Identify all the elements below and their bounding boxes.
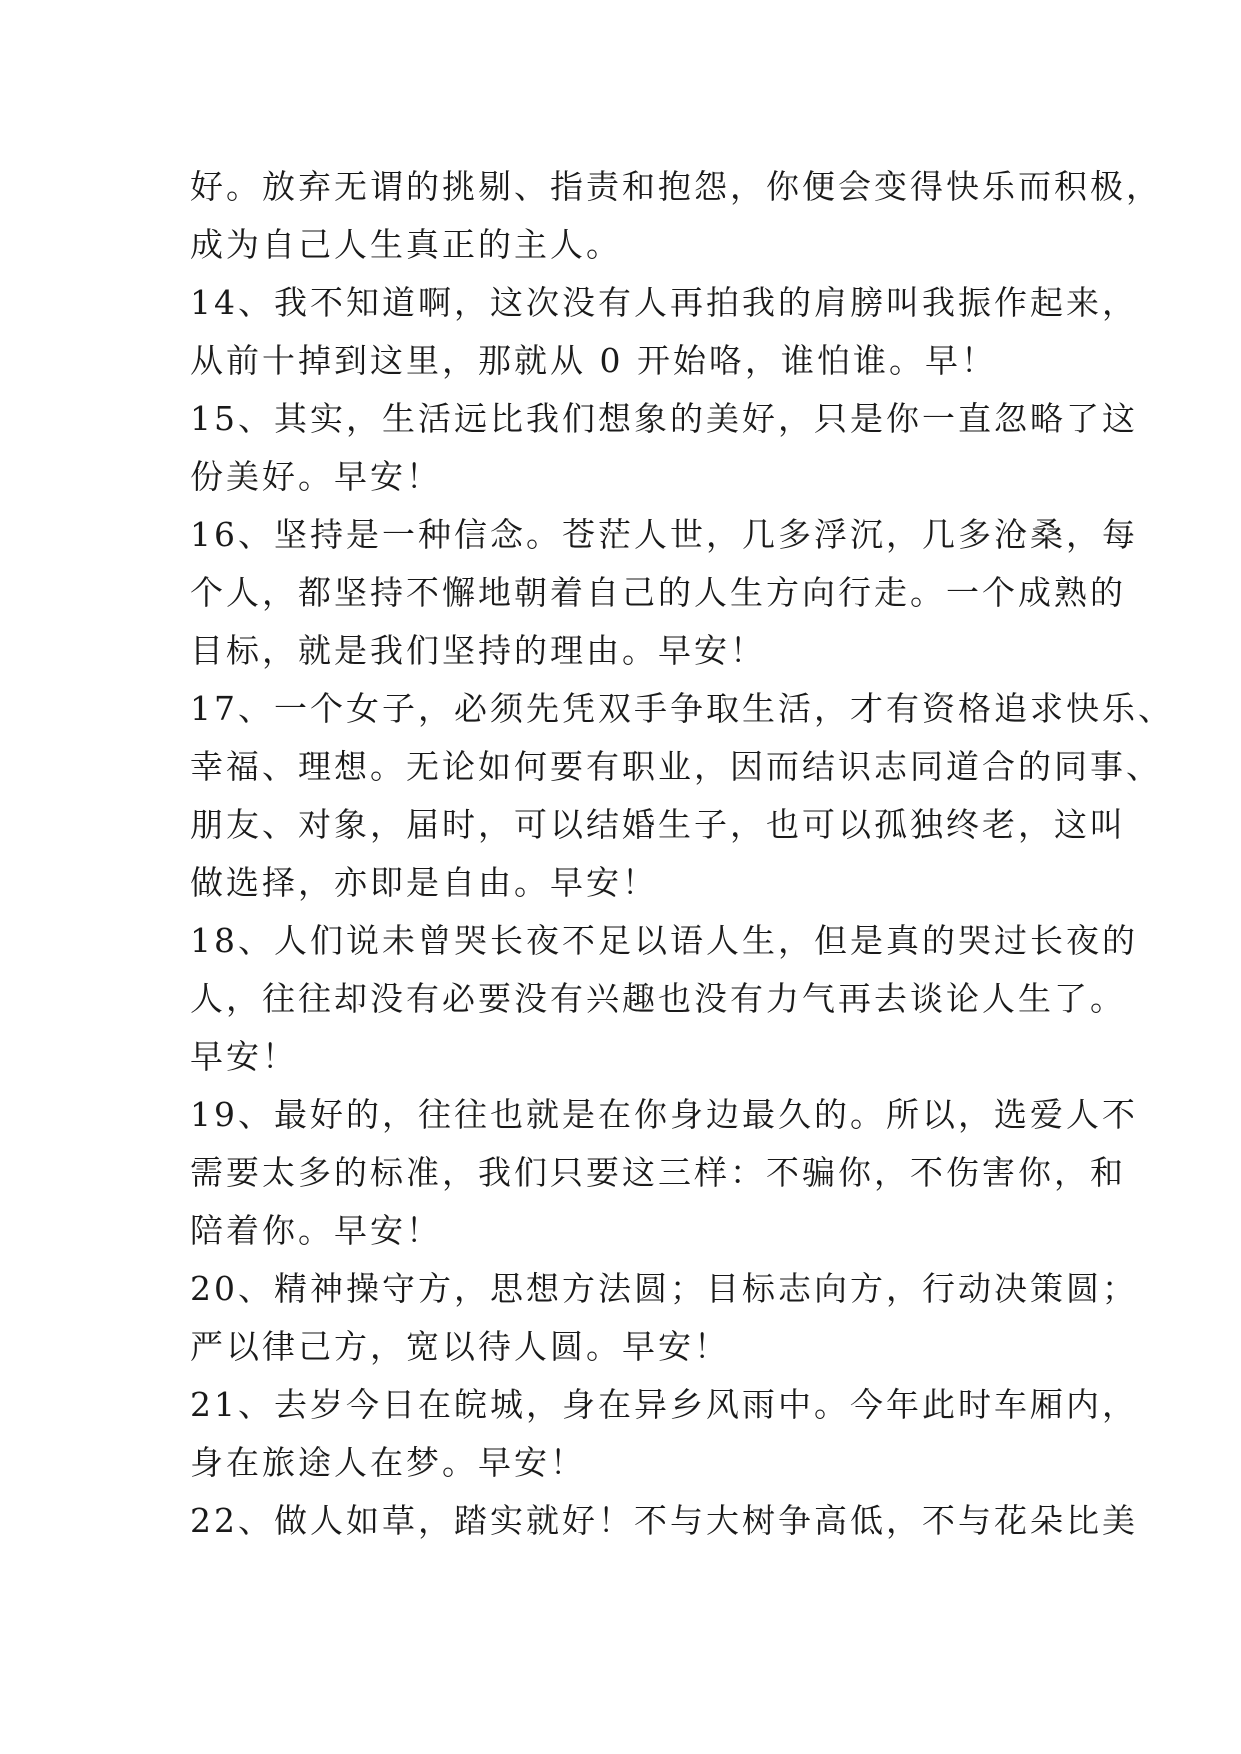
text-line: 个人，都坚持不懈地朝着自己的人生方向行走。一个成熟的 [190,573,1126,612]
text-line: 19、最好的，往往也就是在你身边最久的。所以，选爱人不 [190,1095,1138,1134]
text-line: 22、做人如草，踏实就好！不与大树争高低，不与花朵比美 [190,1501,1138,1540]
text-line: 18、人们说未曾哭长夜不足以语人生，但是真的哭过长夜的 [190,921,1138,960]
text-line: 17、一个女子，必须先凭双手争取生活，才有资格追求快乐、 [190,689,1174,728]
text-line: 早安！ [190,1037,298,1076]
text-line: 需要太多的标准，我们只要这三样：不骗你，不伤害你，和 [190,1153,1126,1192]
text-line: 目标，就是我们坚持的理由。早安！ [190,631,766,670]
text-line: 从前十掉到这里，那就从 0 开始咯，谁怕谁。早！ [190,341,997,380]
text-line: 21、去岁今日在皖城，身在异乡风雨中。今年此时车厢内， [190,1385,1138,1424]
text-line: 做选择，亦即是自由。早安！ [190,863,658,902]
text-line: 陪着你。早安！ [190,1211,442,1250]
text-line: 身在旅途人在梦。早安！ [190,1443,586,1482]
text-line: 14、我不知道啊，这次没有人再拍我的肩膀叫我振作起来， [190,283,1138,322]
text-line: 幸福、理想。无论如何要有职业，因而结识志同道合的同事、 [190,747,1162,786]
text-line: 严以律己方，宽以待人圆。早安！ [190,1327,730,1366]
text-line: 成为自己人生真正的主人。 [190,225,622,264]
text-line: 20、精神操守方，思想方法圆；目标志向方，行动决策圆； [190,1269,1138,1308]
text-line: 份美好。早安！ [190,457,442,496]
text-line: 好。放弃无谓的挑剔、指责和抱怨，你便会变得快乐而积极， [190,167,1162,206]
text-line: 朋友、对象，届时，可以结婚生子，也可以孤独终老，这叫 [190,805,1126,844]
text-line: 15、其实，生活远比我们想象的美好，只是你一直忽略了这 [190,399,1138,438]
text-line: 人，往往却没有必要没有兴趣也没有力气再去谈论人生了。 [190,979,1126,1018]
text-line: 16、坚持是一种信念。苍茫人世，几多浮沉，几多沧桑，每 [190,515,1138,554]
document-body [190,158,1174,1550]
